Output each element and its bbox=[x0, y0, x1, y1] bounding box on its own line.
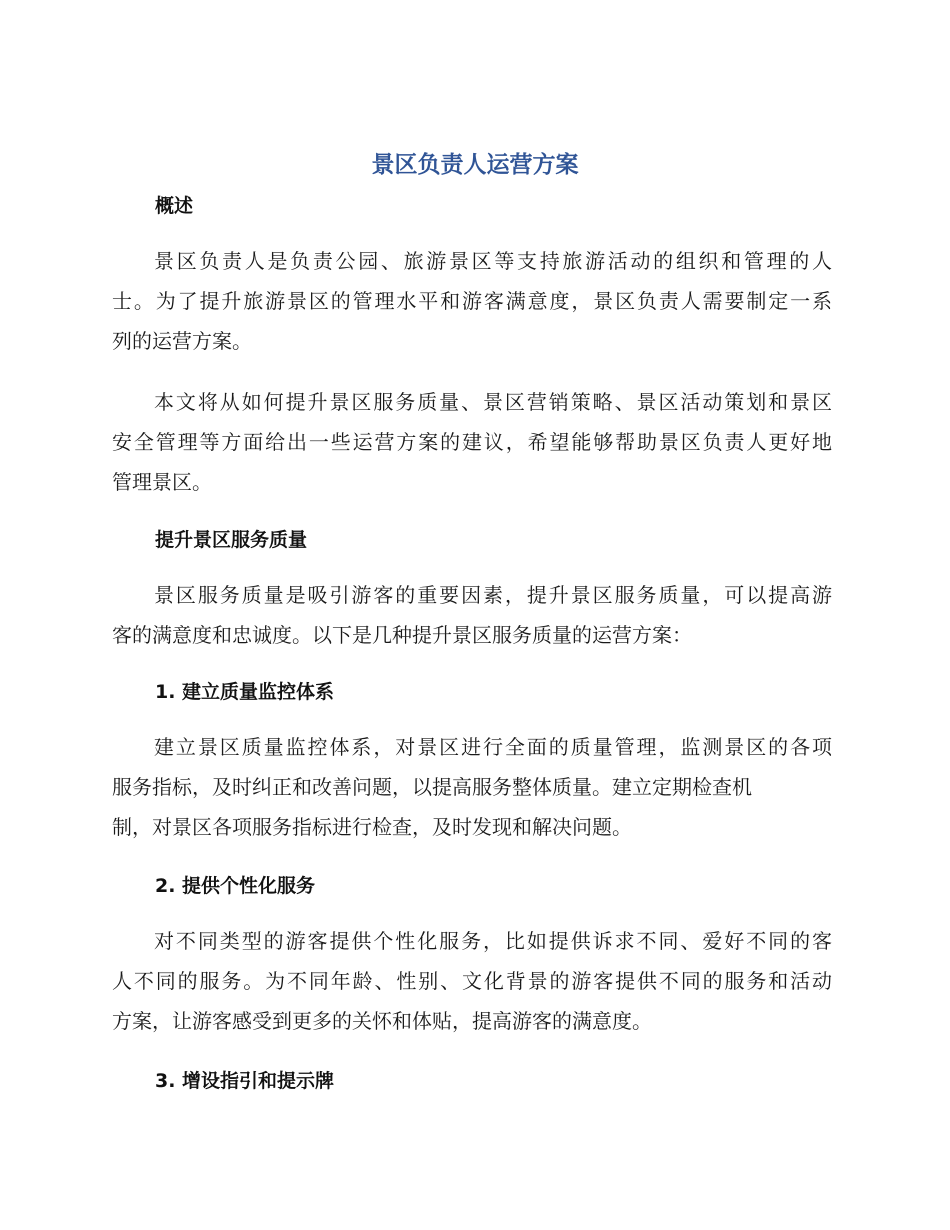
subsection-heading-1: 1. 建立质量监控体系 bbox=[155, 681, 335, 703]
paragraph-line: 制，对景区各项服务指标进行检查，及时发现和解决问题。 bbox=[112, 815, 632, 839]
paragraph-personalized-service bbox=[112, 921, 832, 1041]
paragraph-line: 安全管理等方面给出一些运营方案的建议，希望能够帮助景区负责人更好地 bbox=[112, 430, 832, 454]
paragraph-line: 士。为了提升旅游景区的管理水平和游客满意度，景区负责人需要制定一系 bbox=[112, 289, 832, 313]
paragraph-line: 本文将从如何提升景区服务质量、景区营销策略、景区活动策划和景区 bbox=[154, 390, 832, 414]
document-title: 景区负责人运营方案 bbox=[371, 152, 579, 178]
section-heading-service-quality: 提升景区服务质量 bbox=[155, 529, 308, 551]
paragraph-line: 人不同的服务。为不同年龄、性别、文化背景的游客提供不同的服务和活动 bbox=[112, 969, 832, 993]
paragraph-overview-2 bbox=[112, 382, 832, 502]
section-heading-overview: 概述 bbox=[155, 195, 194, 217]
paragraph-line: 客的满意度和忠诚度。以下是几种提升景区服务质量的运营方案： bbox=[112, 623, 692, 647]
paragraph-line: 服务指标，及时纠正和改善问题，以提高服务整体质量。建立定期检查机 bbox=[112, 775, 752, 799]
paragraph-line: 管理景区。 bbox=[112, 470, 212, 494]
paragraph-line: 方案，让游客感受到更多的关怀和体贴，提高游客的满意度。 bbox=[112, 1009, 652, 1033]
paragraph-overview-1 bbox=[112, 241, 832, 361]
subsection-heading-2: 2. 提供个性化服务 bbox=[155, 875, 316, 897]
subsection-heading-3: 3. 增设指引和提示牌 bbox=[155, 1070, 335, 1092]
paragraph-quality-monitoring bbox=[112, 727, 832, 847]
paragraph-line: 对不同类型的游客提供个性化服务，比如提供诉求不同、爱好不同的客 bbox=[154, 929, 832, 953]
paragraph-line: 景区服务质量是吸引游客的重要因素，提升景区服务质量，可以提高游 bbox=[154, 583, 832, 607]
paragraph-service-quality bbox=[112, 575, 832, 655]
paragraph-line: 列的运营方案。 bbox=[112, 329, 252, 353]
paragraph-line: 景区负责人是负责公园、旅游景区等支持旅游活动的组织和管理的人 bbox=[154, 249, 832, 273]
paragraph-line: 建立景区质量监控体系，对景区进行全面的质量管理，监测景区的各项 bbox=[154, 735, 832, 759]
